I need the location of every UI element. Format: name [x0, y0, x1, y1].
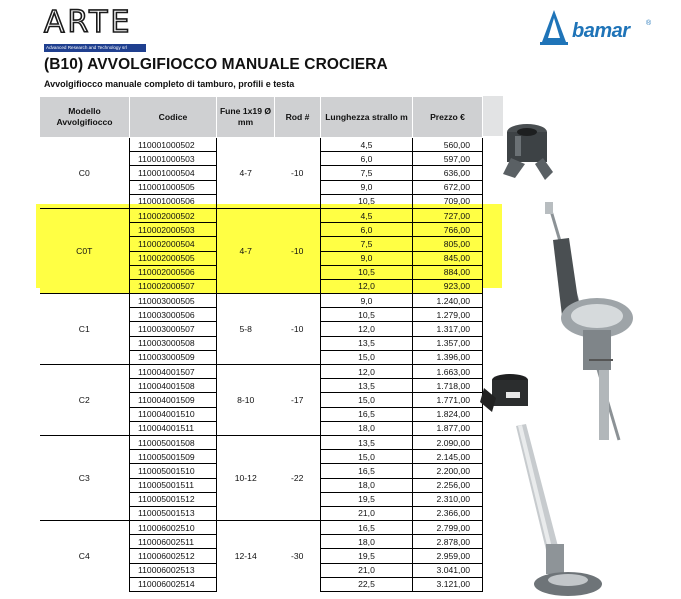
code-cell: 110003000507	[130, 322, 217, 336]
code-cell: 110005001509	[130, 450, 217, 464]
length-cell: 18,0	[321, 421, 413, 435]
length-cell: 16,5	[321, 407, 413, 421]
price-cell: 3.121,00	[413, 577, 483, 591]
foil-profile-image	[512, 424, 608, 599]
header-rod: Rod #	[275, 97, 321, 138]
table-row	[40, 365, 483, 379]
header-prezzo: Prezzo €	[413, 97, 483, 138]
price-cell: 560,00	[413, 138, 483, 152]
bamar-logo	[538, 8, 654, 46]
length-cell: 18,0	[321, 478, 413, 492]
arte-tagline: Advanced Research and Technology srl	[44, 44, 146, 52]
length-cell: 15,0	[321, 393, 413, 407]
header-modello: Modello Avvolgifiocco	[40, 97, 130, 138]
length-cell: 21,0	[321, 506, 413, 520]
code-cell: 110002000505	[130, 251, 217, 265]
price-cell: 2.256,00	[413, 478, 483, 492]
price-cell: 1.279,00	[413, 308, 483, 322]
length-cell: 9,0	[321, 294, 413, 308]
price-cell: 1.824,00	[413, 407, 483, 421]
rod-cell: -22	[275, 435, 321, 520]
length-cell: 22,5	[321, 577, 413, 591]
price-cell: 884,00	[413, 265, 483, 279]
length-cell: 13,5	[321, 336, 413, 350]
code-cell: 110002000502	[130, 208, 217, 222]
code-cell: 110005001513	[130, 506, 217, 520]
table-row	[40, 138, 483, 152]
arte-logo-text: ARTE	[44, 5, 133, 40]
page-subtitle: Avvolgifiocco manuale completo di tamburo, profili e testa	[44, 79, 295, 89]
rod-cell: -10	[275, 294, 321, 365]
fune-cell: 10-12	[217, 435, 275, 520]
small-drum-image	[478, 368, 536, 420]
code-cell: 110004001508	[130, 379, 217, 393]
price-cell: 597,00	[413, 152, 483, 166]
code-cell: 110004001510	[130, 407, 217, 421]
code-cell: 110002000503	[130, 223, 217, 237]
price-cell: 636,00	[413, 166, 483, 180]
code-cell: 110006002513	[130, 563, 217, 577]
model-cell: C3	[40, 435, 130, 520]
header-lunghezza: Lunghezza strallo m	[321, 97, 413, 138]
code-cell: 110003000508	[130, 336, 217, 350]
code-cell: 110006002514	[130, 577, 217, 591]
table-body	[40, 138, 483, 592]
code-cell: 110004001511	[130, 421, 217, 435]
price-cell: 1.877,00	[413, 421, 483, 435]
arte-logo	[44, 6, 148, 50]
table-row	[40, 208, 483, 222]
code-cell: 110002000507	[130, 279, 217, 293]
price-cell: 1.396,00	[413, 350, 483, 364]
price-cell: 2.090,00	[413, 435, 483, 449]
model-cell: C1	[40, 294, 130, 365]
length-cell: 16,5	[321, 521, 413, 535]
fune-cell: 12-14	[217, 521, 275, 592]
furler-assembly-image	[519, 200, 634, 450]
price-cell: 1.663,00	[413, 365, 483, 379]
rod-cell: -17	[275, 365, 321, 436]
price-cell: 2.145,00	[413, 450, 483, 464]
code-cell: 110005001511	[130, 478, 217, 492]
price-cell: 709,00	[413, 194, 483, 208]
table-row	[40, 294, 483, 308]
code-cell: 110004001507	[130, 365, 217, 379]
model-cell: C0	[40, 138, 130, 209]
length-cell: 9,0	[321, 251, 413, 265]
price-cell: 672,00	[413, 180, 483, 194]
bamar-logo-text: bamar	[572, 20, 630, 42]
length-cell: 19,5	[321, 492, 413, 506]
length-cell: 6,0	[321, 223, 413, 237]
price-cell: 766,00	[413, 223, 483, 237]
fune-cell: 8-10	[217, 365, 275, 436]
code-cell: 110003000505	[130, 294, 217, 308]
length-cell: 7,5	[321, 237, 413, 251]
code-cell: 110005001508	[130, 435, 217, 449]
code-cell: 110003000506	[130, 308, 217, 322]
length-cell: 6,0	[321, 152, 413, 166]
code-cell: 110002000506	[130, 265, 217, 279]
price-cell: 727,00	[413, 208, 483, 222]
code-cell: 110006002512	[130, 549, 217, 563]
header-codice: Codice	[130, 97, 217, 138]
length-cell: 12,0	[321, 322, 413, 336]
length-cell: 15,0	[321, 350, 413, 364]
price-cell: 805,00	[413, 237, 483, 251]
table-row	[40, 435, 483, 449]
code-cell: 110001000506	[130, 194, 217, 208]
code-cell: 110003000509	[130, 350, 217, 364]
page-title: (B10) AVVOLGIFIOCCO MANUALE CROCIERA	[44, 56, 388, 73]
code-cell: 110004001509	[130, 393, 217, 407]
length-cell: 10,5	[321, 194, 413, 208]
fune-cell: 4-7	[217, 138, 275, 209]
length-cell: 13,5	[321, 435, 413, 449]
drum-unit-image	[497, 118, 563, 184]
registered-mark: ®	[646, 20, 652, 27]
model-cell: C2	[40, 365, 130, 436]
rod-cell: -10	[275, 138, 321, 209]
code-cell: 110001000505	[130, 180, 217, 194]
length-cell: 16,5	[321, 464, 413, 478]
price-cell: 2.366,00	[413, 506, 483, 520]
price-cell: 2.878,00	[413, 535, 483, 549]
model-cell: C0T	[40, 208, 130, 293]
price-cell: 2.310,00	[413, 492, 483, 506]
price-cell: 2.200,00	[413, 464, 483, 478]
rod-cell: -10	[275, 208, 321, 293]
price-cell: 845,00	[413, 251, 483, 265]
length-cell: 13,5	[321, 379, 413, 393]
price-cell: 1.317,00	[413, 322, 483, 336]
price-cell: 1.718,00	[413, 379, 483, 393]
code-cell: 110001000503	[130, 152, 217, 166]
price-table	[39, 96, 483, 592]
table-header-row	[40, 97, 483, 138]
length-cell: 19,5	[321, 549, 413, 563]
price-cell: 1.357,00	[413, 336, 483, 350]
code-cell: 110001000502	[130, 138, 217, 152]
price-cell: 2.799,00	[413, 521, 483, 535]
length-cell: 21,0	[321, 563, 413, 577]
code-cell: 110002000504	[130, 237, 217, 251]
price-cell: 1.771,00	[413, 393, 483, 407]
length-cell: 10,5	[321, 308, 413, 322]
length-cell: 12,0	[321, 279, 413, 293]
length-cell: 12,0	[321, 365, 413, 379]
code-cell: 110006002511	[130, 535, 217, 549]
length-cell: 10,5	[321, 265, 413, 279]
sail-icon	[538, 8, 572, 46]
code-cell: 110001000504	[130, 166, 217, 180]
table-row	[40, 521, 483, 535]
fune-cell: 5-8	[217, 294, 275, 365]
code-cell: 110006002510	[130, 521, 217, 535]
length-cell: 15,0	[321, 450, 413, 464]
code-cell: 110005001510	[130, 464, 217, 478]
rod-cell: -30	[275, 521, 321, 592]
length-cell: 4,5	[321, 208, 413, 222]
price-cell: 2.959,00	[413, 549, 483, 563]
length-cell: 7,5	[321, 166, 413, 180]
price-cell: 1.240,00	[413, 294, 483, 308]
fune-cell: 4-7	[217, 208, 275, 293]
price-cell: 3.041,00	[413, 563, 483, 577]
length-cell: 18,0	[321, 535, 413, 549]
length-cell: 4,5	[321, 138, 413, 152]
header-fune: Fune 1x19 Ø mm	[217, 97, 275, 138]
code-cell: 110005001512	[130, 492, 217, 506]
length-cell: 9,0	[321, 180, 413, 194]
model-cell: C4	[40, 521, 130, 592]
price-cell: 923,00	[413, 279, 483, 293]
